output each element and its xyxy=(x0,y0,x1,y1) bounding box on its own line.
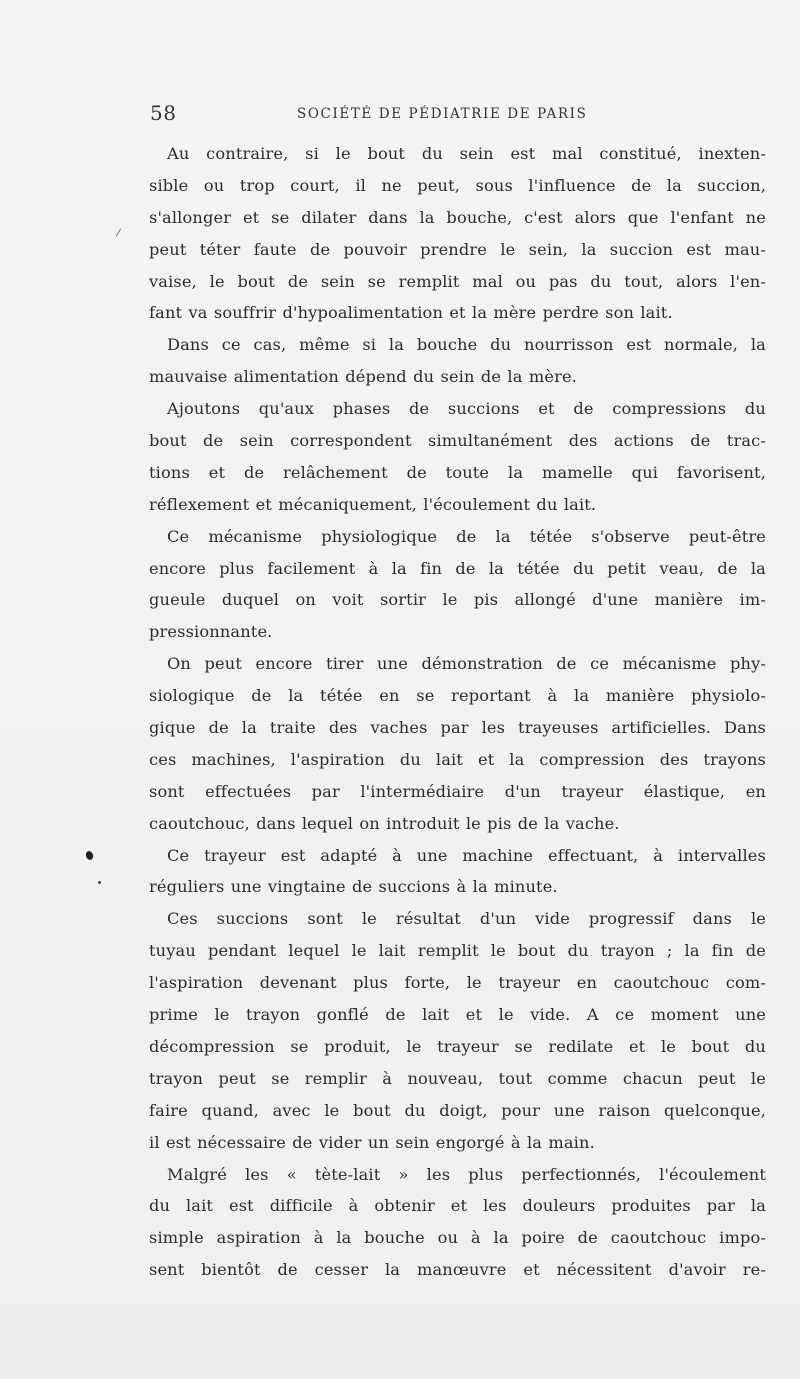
text-line: ces machines, l'aspiration du lait et la compression des trayons xyxy=(149,749,766,769)
text-line: On peut encore tirer une démonstration de ce mécanisme phy- xyxy=(167,654,766,674)
text-line: Ajoutons qu'aux phases de succions et de compressions du xyxy=(167,399,766,419)
text-line: réflexement et mécaniquement, l'écoulement du lait. xyxy=(149,494,597,514)
text-line: Malgré les « tète-lait » les plus perfectionnés, l'écoulement xyxy=(167,1164,766,1184)
text-line: bout de sein correspondent simultanément des actions de trac- xyxy=(149,431,766,451)
text-line: encore plus facilement à la fin de la tétée du petit veau, de la xyxy=(149,558,766,578)
text-line: vaise, le bout de sein se remplit mal ou pas du tout, alors l'en- xyxy=(149,271,766,291)
text-line: peut téter faute de pouvoir prendre le sein, la succion est mau- xyxy=(149,239,766,259)
text-line: Ce mécanisme physiologique de la tétée s'observe peut-être xyxy=(167,526,766,546)
text-line: mauvaise alimentation dépend du sein de la mère. xyxy=(149,367,577,387)
text-line: il est nécessaire de vider un sein engorgé à la main. xyxy=(149,1132,595,1152)
text-line: du lait est difficile à obtenir et les douleurs produites par la xyxy=(149,1196,766,1216)
text-line: tions et de relâchement de toute la mamelle qui favorisent, xyxy=(149,462,766,482)
margin-tick-mark xyxy=(116,228,121,236)
text-line: Dans ce cas, même si la bouche du nourrisson est normale, la xyxy=(167,335,766,355)
text-line: simple aspiration à la bouche ou à la poire de caoutchouc impo- xyxy=(149,1228,766,1248)
text-line: fant va souffrir d'hypoalimentation et la mère perdre son lait. xyxy=(149,303,673,323)
journal-title: SOCIÉTÉ DE PÉDIATRIE DE PARIS xyxy=(297,106,588,122)
text-line: prime le trayon gonflé de lait et le vide. A ce moment une xyxy=(149,1005,766,1025)
text-line: gueule duquel on voit sortir le pis allongé d'une manière im- xyxy=(149,590,766,610)
text-line: gique de la traite des vaches par les trayeuses artificielles. Dans xyxy=(149,718,766,738)
page-number: 58 xyxy=(150,101,177,125)
text-line: siologique de la tétée en se reportant à la manière physiolo- xyxy=(149,686,766,706)
text-line: sible ou trop court, il ne peut, sous l'influence de la succion, xyxy=(149,175,766,195)
text-line: sont effectuées par l'intermédiaire d'un trayeur élastique, en xyxy=(149,781,766,801)
text-line: décompression se produit, le trayeur se redilate et le bout du xyxy=(149,1036,766,1056)
margin-ink-dot xyxy=(98,881,101,884)
text-line: l'aspiration devenant plus forte, le trayeur en caoutchouc com- xyxy=(149,973,766,993)
text-line: réguliers une vingtaine de succions à la minute. xyxy=(149,877,558,897)
text-line: s'allonger et se dilater dans la bouche, c'est alors que l'enfant ne xyxy=(149,207,766,227)
running-head xyxy=(150,101,650,131)
text-line: caoutchouc, dans lequel on introduit le pis de la vache. xyxy=(149,813,620,833)
margin-ink-spot xyxy=(85,850,95,861)
text-line: sent bientôt de cesser la manœuvre et nécessitent d'avoir re- xyxy=(149,1260,766,1280)
body-text xyxy=(149,138,766,1286)
text-line: Au contraire, si le bout du sein est mal constitué, inexten- xyxy=(167,144,766,163)
text-line: faire quand, avec le bout du doigt, pour une raison quelconque, xyxy=(149,1100,766,1120)
text-line: Ce trayeur est adapté à une machine effectuant, à intervalles xyxy=(167,845,766,865)
text-line: tuyau pendant lequel le lait remplit le bout du trayon ; la fin de xyxy=(149,941,766,961)
text-line: trayon peut se remplir à nouveau, tout comme chacun peut le xyxy=(149,1068,766,1088)
text-line: pressionnante. xyxy=(149,622,273,642)
text-line: Ces succions sont le résultat d'un vide progressif dans le xyxy=(167,909,766,929)
